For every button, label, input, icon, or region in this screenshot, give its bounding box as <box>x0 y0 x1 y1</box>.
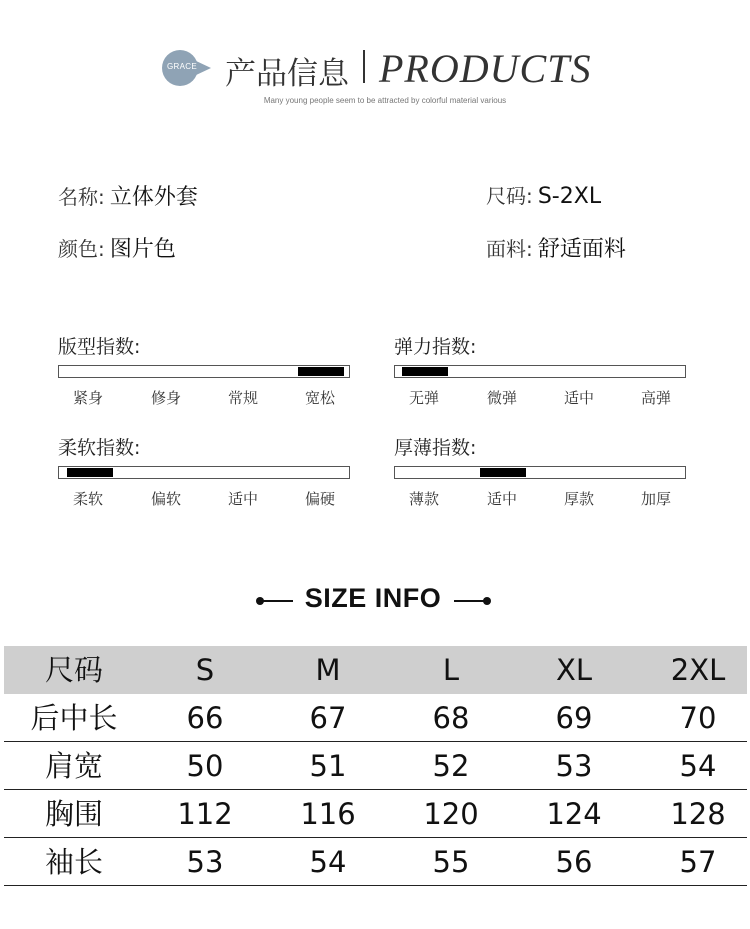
page-title-en: PRODUCTS <box>379 46 592 91</box>
table-row <box>4 790 747 838</box>
right-dot-icon <box>483 597 491 605</box>
table-header-cell: L <box>442 653 460 687</box>
table-cell: 51 <box>309 749 347 783</box>
table-cell: 66 <box>186 701 224 735</box>
info-size <box>486 180 601 209</box>
table-cell: 袖长 <box>44 845 103 879</box>
softness-index-option: 偏硬 <box>304 490 335 508</box>
table-cell: 68 <box>432 701 470 735</box>
info-color <box>58 232 176 263</box>
elasticity-index-option: 微弹 <box>486 389 517 407</box>
grace-badge <box>161 50 213 86</box>
softness-index-bar <box>58 466 350 479</box>
info-fabric-label: 面料: <box>486 237 533 261</box>
softness-index-option: 适中 <box>227 490 258 508</box>
table-cell: 57 <box>679 845 717 879</box>
table-cell: 128 <box>670 797 726 831</box>
elasticity-index-marker <box>402 367 448 376</box>
info-fabric-value: 舒适面料 <box>537 237 626 262</box>
elasticity-index-option: 适中 <box>563 389 594 407</box>
softness-index-title: 柔软指数: <box>58 437 141 459</box>
info-size-label: 尺码: <box>486 184 533 208</box>
size-table <box>4 646 747 886</box>
size-info-heading <box>0 583 750 619</box>
elasticity-index-option: 高弹 <box>640 389 671 407</box>
size-info-title: SIZE INFO <box>304 583 442 613</box>
thickness-index-marker <box>480 468 526 477</box>
table-cell: 54 <box>679 749 717 783</box>
info-size-value: S-2XL <box>537 184 602 209</box>
thickness-index-title: 厚薄指数: <box>394 437 477 459</box>
table-cell: 后中长 <box>30 701 118 735</box>
table-header-row <box>4 646 747 694</box>
softness-index-option: 偏软 <box>150 490 181 508</box>
table-cell: 70 <box>679 701 717 735</box>
table-cell: 67 <box>309 701 347 735</box>
fit-index-title: 版型指数: <box>58 336 141 358</box>
thickness-index-option: 厚款 <box>563 490 594 508</box>
badge-label: GRACE <box>167 62 197 71</box>
table-cell: 50 <box>186 749 224 783</box>
table-cell: 肩宽 <box>44 749 103 783</box>
table-cell: 52 <box>432 749 470 783</box>
table-cell: 116 <box>300 797 356 831</box>
thickness-index-option: 适中 <box>486 490 517 508</box>
table-header-cell: XL <box>555 653 593 687</box>
softness-index-marker <box>67 468 113 477</box>
table-row <box>4 838 747 886</box>
table-cell: 112 <box>177 797 233 831</box>
table-header-cell: 尺码 <box>44 653 103 687</box>
info-name-label: 名称: <box>58 185 105 209</box>
info-color-label: 颜色: <box>58 237 105 261</box>
table-cell: 53 <box>555 749 593 783</box>
page-subtitle: Many young people seem to be attracted by colorful material various <box>263 96 507 105</box>
fit-index-option: 常规 <box>227 389 258 407</box>
table-cell: 54 <box>309 845 347 879</box>
fit-index-option: 紧身 <box>72 389 103 407</box>
table-header-cell: M <box>315 653 341 687</box>
table-cell: 124 <box>546 797 602 831</box>
table-cell: 胸围 <box>44 797 103 831</box>
table-cell: 56 <box>555 845 593 879</box>
title-divider <box>363 50 365 83</box>
table-header-cell: S <box>195 653 215 687</box>
thickness-index-option: 加厚 <box>640 490 671 508</box>
page-title-cn: 产品信息 <box>225 56 349 92</box>
info-fabric <box>486 232 626 263</box>
elasticity-index-option: 无弹 <box>408 389 439 407</box>
thickness-index-option: 薄款 <box>408 490 439 508</box>
elasticity-index-title: 弹力指数: <box>394 336 477 358</box>
fit-index-option: 修身 <box>150 389 181 407</box>
table-cell: 53 <box>186 845 224 879</box>
table-row <box>4 742 747 790</box>
elasticity-index-bar <box>394 365 686 378</box>
table-cell: 120 <box>423 797 479 831</box>
table-header-cell: 2XL <box>670 653 726 687</box>
table-cell: 55 <box>432 845 470 879</box>
fit-index-bar <box>58 365 350 378</box>
table-cell: 69 <box>555 701 593 735</box>
thickness-index-bar <box>394 466 686 479</box>
fit-index-marker <box>298 367 344 376</box>
info-name-value: 立体外套 <box>109 185 198 210</box>
info-color-value: 图片色 <box>109 237 176 262</box>
fit-index-option: 宽松 <box>304 389 335 407</box>
softness-index-option: 柔软 <box>72 490 103 508</box>
info-name <box>58 180 198 211</box>
table-row <box>4 694 747 742</box>
